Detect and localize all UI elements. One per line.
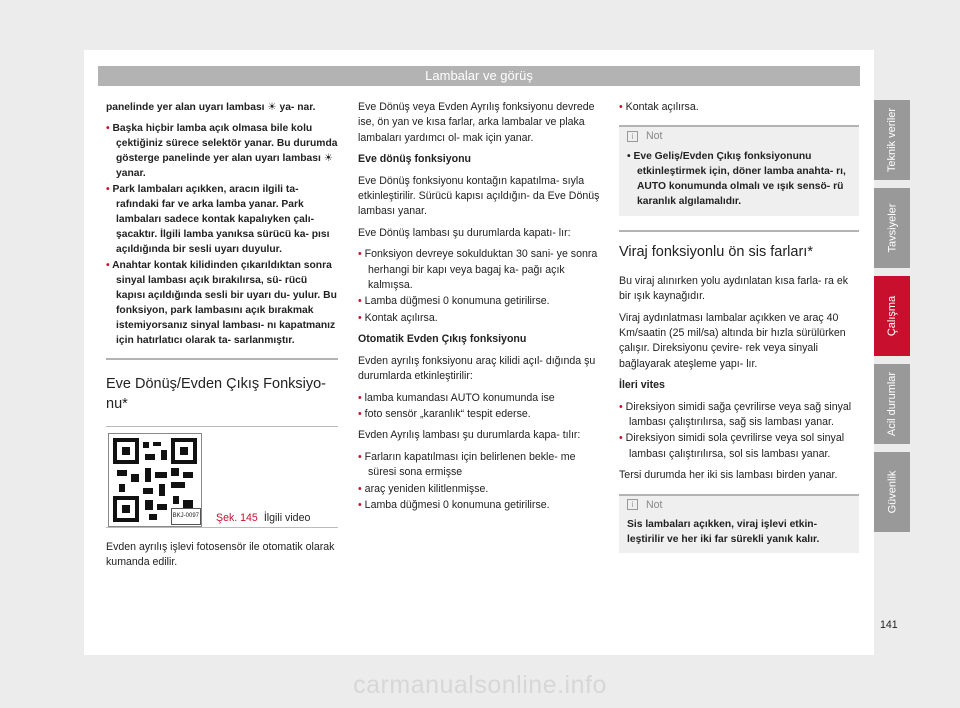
note-header: i Not	[627, 129, 853, 144]
subheading-home: Eve dönüş fonksiyonu	[358, 153, 472, 166]
tab-calisma[interactable]: Çalışma	[874, 276, 910, 356]
column-3	[619, 100, 859, 559]
list-item: • Lamba düğmesi 0 konumuna getirilirse.	[358, 498, 550, 511]
subheading-forward-gear: İleri vites	[619, 379, 665, 392]
column-2	[358, 100, 602, 514]
qr-code-image[interactable]	[108, 433, 202, 527]
list-item: • Lamba düğmesi 0 konumuna getirilirse.	[358, 295, 550, 308]
info-icon: i	[627, 131, 638, 142]
col1-bold-block	[106, 100, 338, 348]
note-text: Sis lambaları açıkken, viraj işlevi etkin- leştirilir ve her iki far sürekli yanık kalır.	[627, 519, 820, 546]
figure-ref: Şek. 145	[216, 512, 258, 524]
figure-caption	[216, 511, 310, 526]
list-item: • Kontak açılırsa.	[619, 101, 699, 113]
section-divider	[619, 230, 859, 232]
tab-teknik-veriler[interactable]: Teknik veriler	[874, 100, 910, 180]
list-item: • Anahtar kontak kilidinden çıkarıldıktan sonra sinyal lambası açık bırakılırsa, sü- rücü kapısı açıldığında sesli bir uyarı du- yulur. Bu fonksiyon, park lambasını açık bırakmak istemiyorsanız sinyal lambası- nı kapatmanız için hatırlatıcı olarak ta- sarlanmıştır.	[106, 260, 337, 346]
list-item: • Başka hiçbir lamba açık olmasa bile kolu çektiğiniz sürece selektör yanar. Bu durumda gösterge panelinde yer alan uyarı lambası ☀ yanar.	[106, 123, 338, 179]
figure-caption-text: İlgili video	[263, 512, 311, 524]
section-title-home-leave: Eve Dönüş/Evden Çıkış Fonksiyo- nu*	[106, 376, 327, 412]
section-title-cornering: Viraj fonksiyonlu ön sis farları*	[619, 243, 813, 260]
chapter-tabs	[874, 100, 910, 540]
col1-after-figure: Evden ayrılış işlevi fotosensör ile otomatik olarak kumanda edilir.	[106, 541, 335, 569]
figure-code: BKJ-0097	[171, 508, 201, 525]
col3-p1: Bu viraj alınırken yolu aydınlatan kısa farla- ra ek bir ışık kaynağıdır.	[619, 274, 849, 303]
tab-tavsiyeler[interactable]: Tavsiyeler	[874, 188, 910, 268]
note-text: • Eve Geliş/Evden Çıkış fonksiyonunu etkinleştirmek için, döner lamba anahta- rı, AUTO konumunda olmalı ve ışık sensö- rü karanlık algılamalıdır.	[627, 150, 846, 207]
list-item: • Fonksiyon devreye sokulduktan 30 sani- ye sonra herhangi bir kapı veya bagaj ka- pağı açık kalmışsa.	[358, 248, 598, 292]
list-item: • lamba kumandası AUTO konumunda ise	[358, 391, 555, 404]
col1-intro: panelinde yer alan uyarı lambası ☀ ya- nar.	[106, 102, 316, 113]
figure-145	[106, 426, 338, 528]
watermark: carmanualsonline.info	[353, 671, 607, 699]
tab-guvenlik[interactable]: Güvenlik	[874, 452, 910, 532]
page-number: 141	[880, 619, 898, 631]
col2-p1: Eve Dönüş veya Evden Ayrılış fonksiyonu devrede ise, ön yan ve kısa farlar, arka lambalar ve plaka lambaları yardımcı ol- mak için yanar.	[358, 101, 595, 144]
col3-p2: Viraj aydınlatması lambalar açıkken ve araç 40 Km/saatin (25 mil/sa) altında bir hızla sürülürken çalışır. Direksiyonu çevire- rek veya sinyali bağlayarak ateşleme yapı- lır.	[619, 311, 846, 370]
list-item: • Kontak açılırsa.	[358, 311, 438, 324]
list-item: • foto sensör „karanlık“ tespit ederse.	[358, 407, 531, 420]
list-item: • Direksiyon simidi sola çevrilirse veya sol sinyal lambası çalıştırılırsa, sol sis lambası yanar.	[619, 432, 845, 460]
col2-p5: Evden Ayrılış lambası şu durumlarda kapa- tılır:	[358, 429, 581, 442]
list-item: • Park lambaları açıkken, aracın ilgili ta- rafındaki far ve arka lamba yanar. Park lambaları sadece kontak kapalıyken çalı- şacaktır. İlgili lamba yanıksa sürücü ka- pısı açıldığında bir sesli uyarı duyulur.	[106, 184, 330, 255]
subheading-auto-leave: Otomatik Evden Çıkış fonksiyonu	[358, 333, 527, 346]
info-icon: i	[627, 499, 638, 510]
list-item: • Farların kapatılması için belirlenen bekle- me süresi sona ermişse	[358, 450, 576, 479]
col3-p3: Tersi durumda her iki sis lambası birden yanar.	[619, 469, 838, 482]
section-divider	[106, 358, 338, 360]
col2-p2: Eve Dönüş fonksiyonu kontağın kapatılma- sıyla etkinleştirilir. Sürücü kapısı açıldığın- da Eve Dönüş lambası yanar.	[358, 174, 600, 218]
note-header: i Not	[627, 498, 853, 513]
page-header: Lambalar ve görüş	[98, 66, 860, 86]
col2-p3: Eve Dönüş lambası şu durumlarda kapatı- lır:	[358, 226, 571, 239]
list-item: • Direksiyon simidi sağa çevrilirse veya sağ sinyal lambası çalıştırılırsa, sağ sis lambası yanar.	[619, 400, 852, 429]
list-item: • araç yeniden kilitlenmişse.	[358, 482, 489, 495]
column-1	[106, 100, 338, 577]
col2-p4: Evden ayrılış fonksiyonu araç kilidi açıl- dığında şu durumlarda etkinleştirilir:	[358, 354, 596, 383]
tab-acil-durumlar[interactable]: Acil durumlar	[874, 364, 910, 444]
note-box	[619, 494, 859, 553]
note-box	[619, 125, 859, 215]
